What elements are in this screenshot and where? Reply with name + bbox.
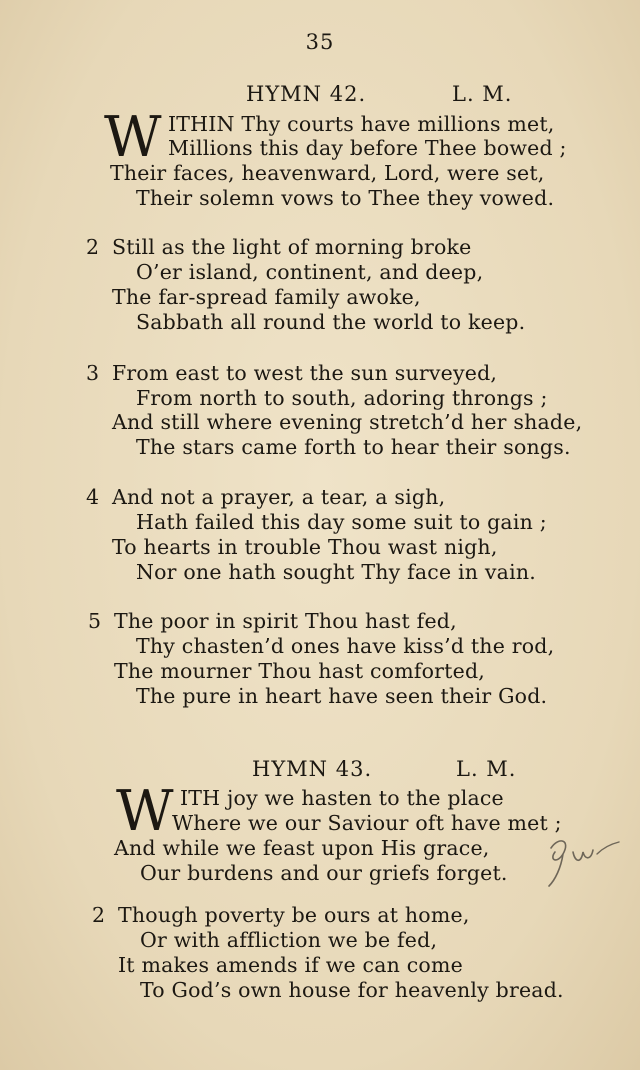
hymn-42-v5-line-2: Thy chasten’d ones have kiss’d the rod, bbox=[136, 634, 555, 658]
hymn-43-v1-line-2: Where we our Saviour oft have met ; bbox=[172, 811, 562, 835]
hymn-43-v2-line-4: To God’s own house for heavenly bread. bbox=[140, 978, 564, 1002]
hymn-43-v1-line-3: And while we feast upon His grace, bbox=[114, 836, 490, 860]
hymn-43-meter: L. M. bbox=[456, 757, 517, 781]
hymn-42-v5-line-4: The pure in heart have seen their God. bbox=[136, 684, 548, 708]
hymn-42-meter: L. M. bbox=[452, 82, 513, 106]
hymn-42-v2-line-3: The far-spread family awoke, bbox=[112, 285, 421, 309]
hymn-42-v1-line-4: Their solemn vows to Thee they vowed. bbox=[136, 186, 555, 210]
hymn-42-v4-line-4: Nor one hath sought Thy face in vain. bbox=[136, 560, 536, 584]
hymn-42-v1-line-2: Millions this day before Thee bowed ; bbox=[168, 136, 567, 160]
hymn-43-v2-line-2: Or with affliction we be fed, bbox=[140, 928, 438, 952]
hymn-42-v3-line-4: The stars came forth to hear their songs. bbox=[136, 435, 571, 459]
hymn-43-dropcap: W bbox=[116, 779, 174, 844]
hymn-42-v4-line-2: Hath failed this day some suit to gain ; bbox=[136, 510, 547, 534]
hymn-43-v1-line-4: Our burdens and our griefs forget. bbox=[140, 861, 508, 885]
hymn-42-v2-line-2: O’er island, continent, and deep, bbox=[136, 260, 484, 284]
hymn-42-v5-line-3: The mourner Thou hast comforted, bbox=[114, 659, 485, 683]
hymn-42-v2-line-1: Still as the light of morning broke bbox=[112, 235, 472, 259]
hymn-43-title: HYMN 43. bbox=[252, 757, 373, 781]
hymn-42-verse-2-number: 2 bbox=[86, 235, 100, 259]
hymn-42-v4-line-1: And not a prayer, a tear, a sigh, bbox=[112, 485, 446, 509]
hymn-43-v2-line-3: It makes amends if we can come bbox=[118, 953, 463, 977]
pencil-scribble-icon bbox=[545, 830, 625, 890]
hymn-42-verse-4-number: 4 bbox=[86, 485, 100, 509]
hymn-42-dropcap: W bbox=[104, 105, 162, 170]
hymn-43-v2-line-1: Though poverty be ours at home, bbox=[118, 903, 470, 927]
hymn-42-v2-line-4: Sabbath all round the world to keep. bbox=[136, 310, 526, 334]
hymn-42-v4-line-3: To hearts in trouble Thou wast nigh, bbox=[112, 535, 498, 559]
hymn-42-verse-3-number: 3 bbox=[86, 361, 100, 385]
hymn-43-verse-2-number: 2 bbox=[92, 903, 106, 927]
hymn-43-v1-line-1: ITH joy we hasten to the place bbox=[180, 786, 504, 810]
hymn-42-v3-line-3: And still where evening stretch’d her shade, bbox=[112, 410, 583, 434]
hymn-42-v5-line-1: The poor in spirit Thou hast fed, bbox=[114, 609, 457, 633]
hymn-42-title: HYMN 42. bbox=[246, 82, 367, 106]
hymn-42-v3-line-1: From east to west the sun surveyed, bbox=[112, 361, 498, 385]
hymn-42-v3-line-2: From north to south, adoring throngs ; bbox=[136, 386, 548, 410]
hymn-42-verse-5-number: 5 bbox=[88, 609, 102, 633]
page-number: 35 bbox=[305, 30, 335, 54]
hymn-42-v1-line-3: Their faces, heavenward, Lord, were set, bbox=[110, 161, 545, 185]
hymn-42-v1-line-1: ITHIN Thy courts have millions met, bbox=[168, 112, 555, 136]
